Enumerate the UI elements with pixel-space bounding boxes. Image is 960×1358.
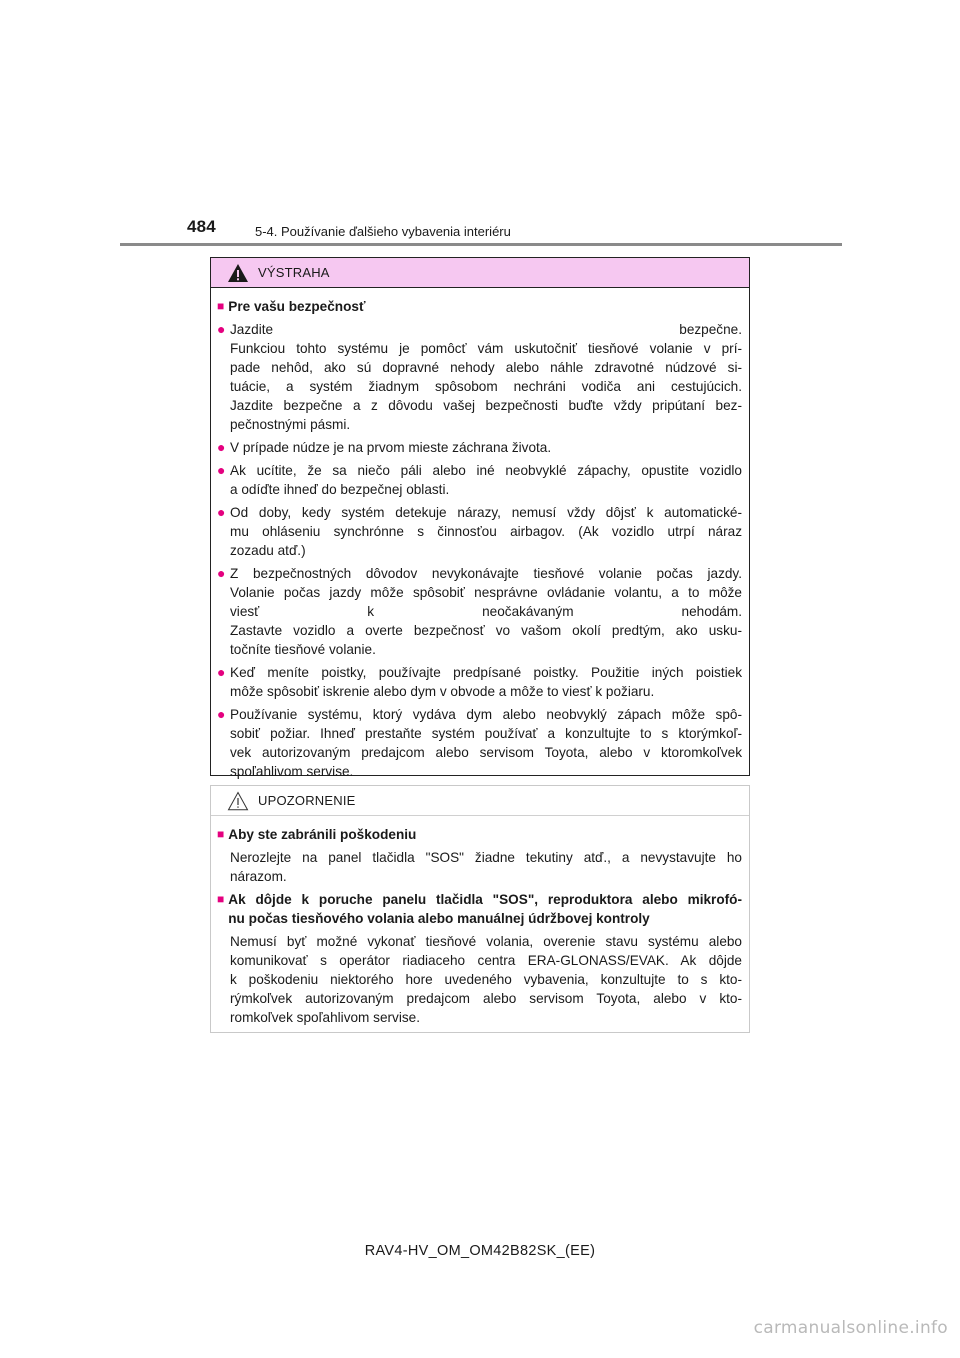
text-line: Z bezpečnostných dôvodov nevykonávajte tiesňové volanie počas jazdy. xyxy=(230,566,742,581)
bullet-dot-icon: ● xyxy=(217,321,226,337)
warning-bullet xyxy=(217,564,742,659)
text-line: zozadu atď.) xyxy=(230,543,306,558)
bullet-text xyxy=(230,705,742,781)
caution-triangle-icon xyxy=(227,791,249,811)
bullet-text xyxy=(230,438,742,457)
text-line: vek autorizovaným predajcom alebo servisom Toyota, alebo v ktoromkoľvek xyxy=(230,745,742,760)
text-line: a odíďte ihneď do bezpečnej oblasti. xyxy=(230,482,450,497)
text-line: mu ohláseniu synchrónne s činnosťou airbagov. (Ak vozidlo utrpí náraz xyxy=(230,524,742,539)
text-line: Od doby, kedy systém detekuje nárazy, nemusí vždy dôjsť k automatické- xyxy=(230,505,742,520)
caution-heading xyxy=(217,825,742,844)
warning-box xyxy=(210,257,750,779)
bullet-text xyxy=(230,503,742,560)
bullet-text xyxy=(230,663,742,701)
caution-heading-text xyxy=(228,890,742,928)
caution-heading-text xyxy=(228,825,742,844)
caution-header xyxy=(211,786,749,816)
warning-bullet xyxy=(217,320,742,434)
text-line: pade nehôd, ako sú dopravné nehody alebo náhle zdravotné núdzové si- xyxy=(230,360,742,375)
text-line: Ak ucítite, že sa niečo páli alebo iné neobvyklé zápachy, opustite vozidlo xyxy=(230,463,742,478)
bullet-dot-icon: ● xyxy=(217,462,226,478)
warning-title: VÝSTRAHA xyxy=(258,265,330,280)
watermark: carmanualsonline.info xyxy=(753,1318,948,1338)
warning-bullet xyxy=(217,705,742,781)
bullet-text xyxy=(230,320,742,434)
bullet-dot-icon: ● xyxy=(217,504,226,520)
bullet-dot-icon: ● xyxy=(217,664,226,680)
square-bullet-icon: ■ xyxy=(217,827,225,841)
text-line: Ak dôjde k poruche panelu tlačidla "SOS", reproduktora alebo mikrofó- xyxy=(228,892,742,907)
caution-body xyxy=(211,816,749,1027)
text-line: rýmkoľvek autorizovaným predajcom alebo servisom Toyota, alebo v kto- xyxy=(230,991,742,1006)
caution-box xyxy=(210,785,750,1033)
text-line: sobiť požiar. Ihneď prestaňte systém používať a konzultujte to s ktorýmkoľ- xyxy=(230,726,742,741)
text-line: Používanie systému, ktorý vydáva dym alebo neobvyklý zápach môže spô- xyxy=(230,707,742,722)
text-line: Jazdite bezpečne. xyxy=(230,322,742,337)
square-bullet-icon: ■ xyxy=(217,892,225,906)
text-line: komunikovať s operátor riadiaceho centra ERA-GLONASS/EVAK. Ak dôjde xyxy=(230,953,742,968)
warning-body xyxy=(211,288,749,781)
bullet-dot-icon: ● xyxy=(217,439,226,455)
text-line: Aby ste zabránili poškodeniu xyxy=(228,827,417,842)
text-line: Volanie počas jazdy môže spôsobiť nesprávne ovládanie volantu, a to môže xyxy=(230,585,742,600)
document-code: RAV4-HV_OM_OM42B82SK_(EE) xyxy=(364,1243,596,1259)
text-line: nárazom. xyxy=(230,869,287,884)
text-line: tuácie, a systém žiadnym spôsobom nechráni vodiča ani cestujúcich. xyxy=(230,379,742,394)
text-line: V prípade núdze je na prvom mieste záchrana života. xyxy=(230,440,552,455)
header-rule xyxy=(120,243,842,246)
bullet-text xyxy=(230,564,742,659)
warning-bullet-list xyxy=(217,320,742,781)
text-line: nu počas tiesňového volania alebo manuálnej údržbovej kontroly xyxy=(228,911,650,926)
warning-bullet xyxy=(217,438,742,457)
page-number: 484 xyxy=(187,217,216,236)
square-bullet-icon: ■ xyxy=(217,299,225,313)
text-line: Keď meníte poistky, používajte predpísané poistky. Použitie iných poistiek xyxy=(230,665,742,680)
text-line: Jazdite bezpečne a z dôvodu vašej bezpečnosti buďte vždy pripútaní bez- xyxy=(230,398,742,413)
warning-bullet xyxy=(217,461,742,499)
text-line: spoľahlivom servise. xyxy=(230,764,354,779)
caution-heading xyxy=(217,890,742,928)
warning-triangle-icon xyxy=(227,263,249,283)
text-line: Nerozlejte na panel tlačidla "SOS" žiadne tekutiny atď., a nevystavujte ho xyxy=(230,850,742,865)
text-line: Funkciou tohto systému je pomôcť vám uskutočniť tiesňové volanie v prí- xyxy=(230,341,742,356)
warning-header xyxy=(211,258,749,288)
caution-paragraph xyxy=(217,848,742,886)
text-line: k poškodeniu niektorého hore uvedeného vybavenia, konzultujte to s kto- xyxy=(230,972,742,987)
bullet-dot-icon: ● xyxy=(217,565,226,581)
text-line: viesť k neočakávaným nehodám. xyxy=(230,604,742,619)
text-line: pečnostnými pásmi. xyxy=(230,417,351,432)
warning-heading-text: Pre vašu bezpečnosť xyxy=(228,299,366,314)
bullet-text xyxy=(230,461,742,499)
text-line: Nemusí byť možné vykonať tiesňové volania, overenie stavu systému alebo xyxy=(230,934,742,949)
text-line: točníte tiesňové volanie. xyxy=(230,642,376,657)
text-line: romkoľvek spoľahlivom servise. xyxy=(230,1010,420,1025)
warning-bullet xyxy=(217,663,742,701)
warning-bullet xyxy=(217,503,742,560)
section-title: 5-4. Používanie ďalšieho vybavenia interiéru xyxy=(255,224,511,239)
bullet-dot-icon: ● xyxy=(217,706,226,722)
warning-heading xyxy=(217,297,742,316)
text-line: Zastavte vozidlo a overte bezpečnosť vo vašom okolí predtým, ako usku- xyxy=(230,623,742,638)
caution-paragraph xyxy=(217,932,742,1027)
caution-title: UPOZORNENIE xyxy=(258,793,356,808)
text-line: môže spôsobiť iskrenie alebo dym v obvode a môže to viesť k požiaru. xyxy=(230,684,655,699)
